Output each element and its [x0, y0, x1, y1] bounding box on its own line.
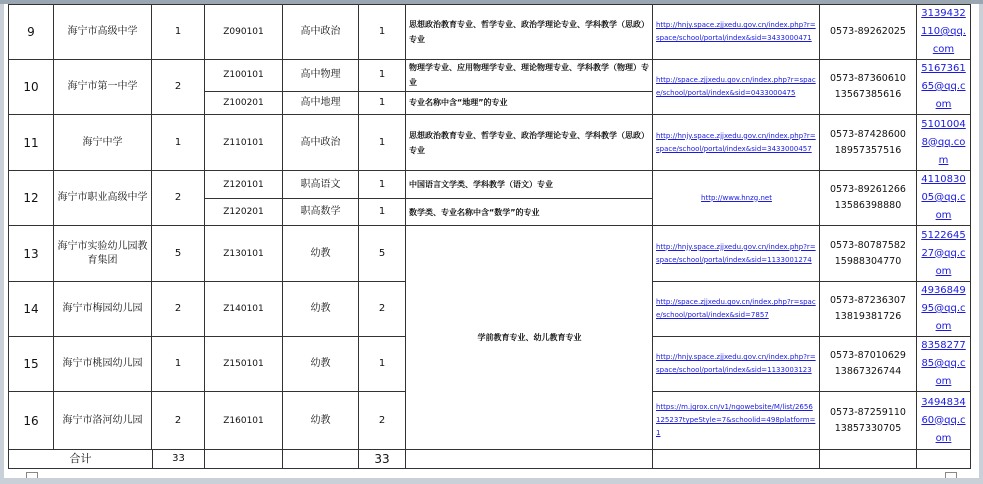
phone: 0573-87360610 13567385616: [820, 60, 917, 115]
school-name: 海宁市实验幼儿园教育集团: [54, 226, 152, 282]
row-number: 13: [9, 226, 54, 282]
subject: 幼教: [283, 282, 359, 337]
position-code: Z100201: [205, 91, 283, 114]
school-name: 海宁市洛河幼儿园: [54, 392, 152, 450]
position-code: Z160101: [205, 392, 283, 450]
email-cell: [917, 5, 971, 60]
website-link[interactable]: http://space.zjjxedu.gov.cn/index.php?r=space/school/portal/index&sid=7857: [656, 298, 816, 319]
subject: 高中政治: [283, 115, 359, 171]
total-count: 33: [152, 450, 204, 468]
hire-number: 1: [359, 337, 406, 392]
website-cell: [653, 282, 820, 337]
email-link[interactable]: 51010048@qq.com: [921, 118, 966, 166]
website-link[interactable]: http://hnjy.space.zjjxedu.gov.cn/index.php?r=space/school/portal/index&sid=3433000471: [656, 21, 816, 42]
website-link[interactable]: https://m.jgrox.cn/v1/ngowebsite/M/list/2656125237typeStyle=7&schoolid=498platform=1: [656, 403, 816, 437]
subject: 职高语文: [283, 171, 359, 199]
subject: 高中地理: [283, 91, 359, 114]
plan-count: 1: [152, 115, 205, 171]
email-link[interactable]: 493684995@qq.com: [921, 285, 966, 332]
phone: 0573-87236307 13819381726: [820, 282, 917, 337]
website-cell: [653, 337, 820, 392]
total-label: 合计: [69, 452, 92, 465]
email-cell: [917, 282, 971, 337]
empty-cell: [917, 450, 971, 469]
email-link[interactable]: 349483460@qq.com: [921, 396, 966, 444]
email-link[interactable]: 3139432110@qq.com: [921, 8, 966, 55]
school-name: 海宁市高级中学: [54, 5, 152, 60]
email-cell: [917, 337, 971, 392]
position-code: Z100101: [205, 60, 283, 92]
website-cell: [653, 392, 820, 450]
table-row: [9, 60, 971, 92]
major-requirement: 专业名称中含“地理”的专业: [406, 91, 653, 114]
total-number: 33: [359, 450, 406, 469]
email-link[interactable]: 512264527@qq.com: [921, 229, 966, 277]
subject: 幼教: [283, 226, 359, 282]
website-cell: [653, 115, 820, 171]
subject: 高中政治: [283, 5, 359, 60]
email-link[interactable]: 516736165@qq.com: [921, 63, 966, 110]
plan-count: 5: [152, 226, 205, 282]
subject: 职高数学: [283, 199, 359, 226]
plan-count: 1: [152, 337, 205, 392]
school-name: 海宁市职业高级中学: [54, 171, 152, 226]
empty-cell: [406, 450, 653, 469]
email-cell: [917, 226, 971, 282]
page-corner-mark-right: [945, 472, 957, 478]
email-cell: [917, 392, 971, 450]
email-cell: [917, 171, 971, 226]
position-code: Z130101: [205, 226, 283, 282]
major-requirement: 思想政治教育专业、哲学专业、政治学理论专业、学科教学（思政）专业: [406, 115, 653, 171]
row-number: 16: [9, 392, 54, 450]
hire-number: 1: [359, 171, 406, 199]
table-row: [9, 115, 971, 171]
position-code: Z090101: [205, 5, 283, 60]
row-number: 10: [9, 60, 54, 115]
email-cell: [917, 115, 971, 171]
website-link[interactable]: http://hnjy.space.zjjxedu.gov.cn/index.php?r=space/school/portal/index&sid=1133003123: [656, 353, 816, 374]
plan-count: 2: [152, 171, 205, 226]
major-requirement: 物理学专业、应用物理学专业、理论物理专业、学科教学（物理）专业: [406, 60, 653, 92]
table-row: [9, 226, 971, 282]
email-link[interactable]: 835827785@qq.com: [921, 340, 966, 387]
school-name: 海宁市桃园幼儿园: [54, 337, 152, 392]
school-name: 海宁市梅园幼儿园: [54, 282, 152, 337]
website-link[interactable]: http://hnjy.space.zjjxedu.gov.cn/index.php?r=space/school/portal/index&sid=3433000457: [656, 131, 816, 153]
position-code: Z140101: [205, 282, 283, 337]
phone: 0573-87259110 13857330705: [820, 392, 917, 450]
plan-count: 1: [152, 5, 205, 60]
plan-count: 2: [152, 392, 205, 450]
phone: 0573-89261266 13586398880: [820, 171, 917, 226]
website-link[interactable]: http://www.hnzg.net: [701, 193, 772, 202]
position-code: Z150101: [205, 337, 283, 392]
row-number: 15: [9, 337, 54, 392]
website-cell: [653, 226, 820, 282]
empty-cell: [820, 450, 917, 469]
hire-number: 2: [359, 282, 406, 337]
row-number: 12: [9, 171, 54, 226]
recruitment-table: [8, 4, 971, 469]
email-link[interactable]: 411083005@qq.com: [921, 174, 966, 221]
major-requirement: 数学类、专业名称中含“数学”的专业: [406, 199, 653, 226]
subject: 幼教: [283, 337, 359, 392]
plan-count: 2: [152, 282, 205, 337]
total-row: [9, 450, 971, 469]
empty-cell: [283, 450, 359, 469]
total-label-cell: [9, 450, 205, 469]
website-link[interactable]: http://hnjy.space.zjjxedu.gov.cn/index.php?r=space/school/portal/index&sid=1133001274: [656, 242, 816, 264]
table-row: [9, 171, 971, 199]
document-page: [4, 4, 979, 478]
website-cell: [653, 60, 820, 115]
position-code: Z120101: [205, 171, 283, 199]
website-link[interactable]: http://space.zjjxedu.gov.cn/index.php?r=space/school/portal/index&sid=0433000475: [656, 76, 816, 97]
page-corner-mark-left: [26, 472, 38, 478]
email-cell: [917, 60, 971, 115]
hire-number: 5: [359, 226, 406, 282]
empty-cell: [205, 450, 283, 469]
major-requirement: 思想政治教育专业、哲学专业、政治学理论专业、学科教学（思政）专业: [406, 5, 653, 60]
row-number: 11: [9, 115, 54, 171]
position-code: Z120201: [205, 199, 283, 226]
subject: 高中物理: [283, 60, 359, 92]
phone: 0573-89262025: [820, 5, 917, 60]
plan-count: 2: [152, 60, 205, 115]
hire-number: 1: [359, 199, 406, 226]
website-cell: [653, 5, 820, 60]
row-number: 9: [9, 5, 54, 60]
major-requirement: 中国语言文学类、学科教学（语文）专业: [406, 171, 653, 199]
table-row: [9, 5, 971, 60]
row-number: 14: [9, 282, 54, 337]
website-cell: [653, 171, 820, 226]
hire-number: 1: [359, 115, 406, 171]
phone: 0573-87428600 18957357516: [820, 115, 917, 171]
empty-cell: [653, 450, 820, 469]
phone: 0573-87010629 13867326744: [820, 337, 917, 392]
hire-number: 1: [359, 60, 406, 92]
phone: 0573-80787582 15988304770: [820, 226, 917, 282]
position-code: Z110101: [205, 115, 283, 171]
hire-number: 1: [359, 91, 406, 114]
hire-number: 2: [359, 392, 406, 450]
major-requirement: 学前教育专业、幼儿教育专业: [406, 226, 653, 450]
hire-number: 1: [359, 5, 406, 60]
subject: 幼教: [283, 392, 359, 450]
school-name: 海宁中学: [54, 115, 152, 171]
school-name: 海宁市第一中学: [54, 60, 152, 115]
